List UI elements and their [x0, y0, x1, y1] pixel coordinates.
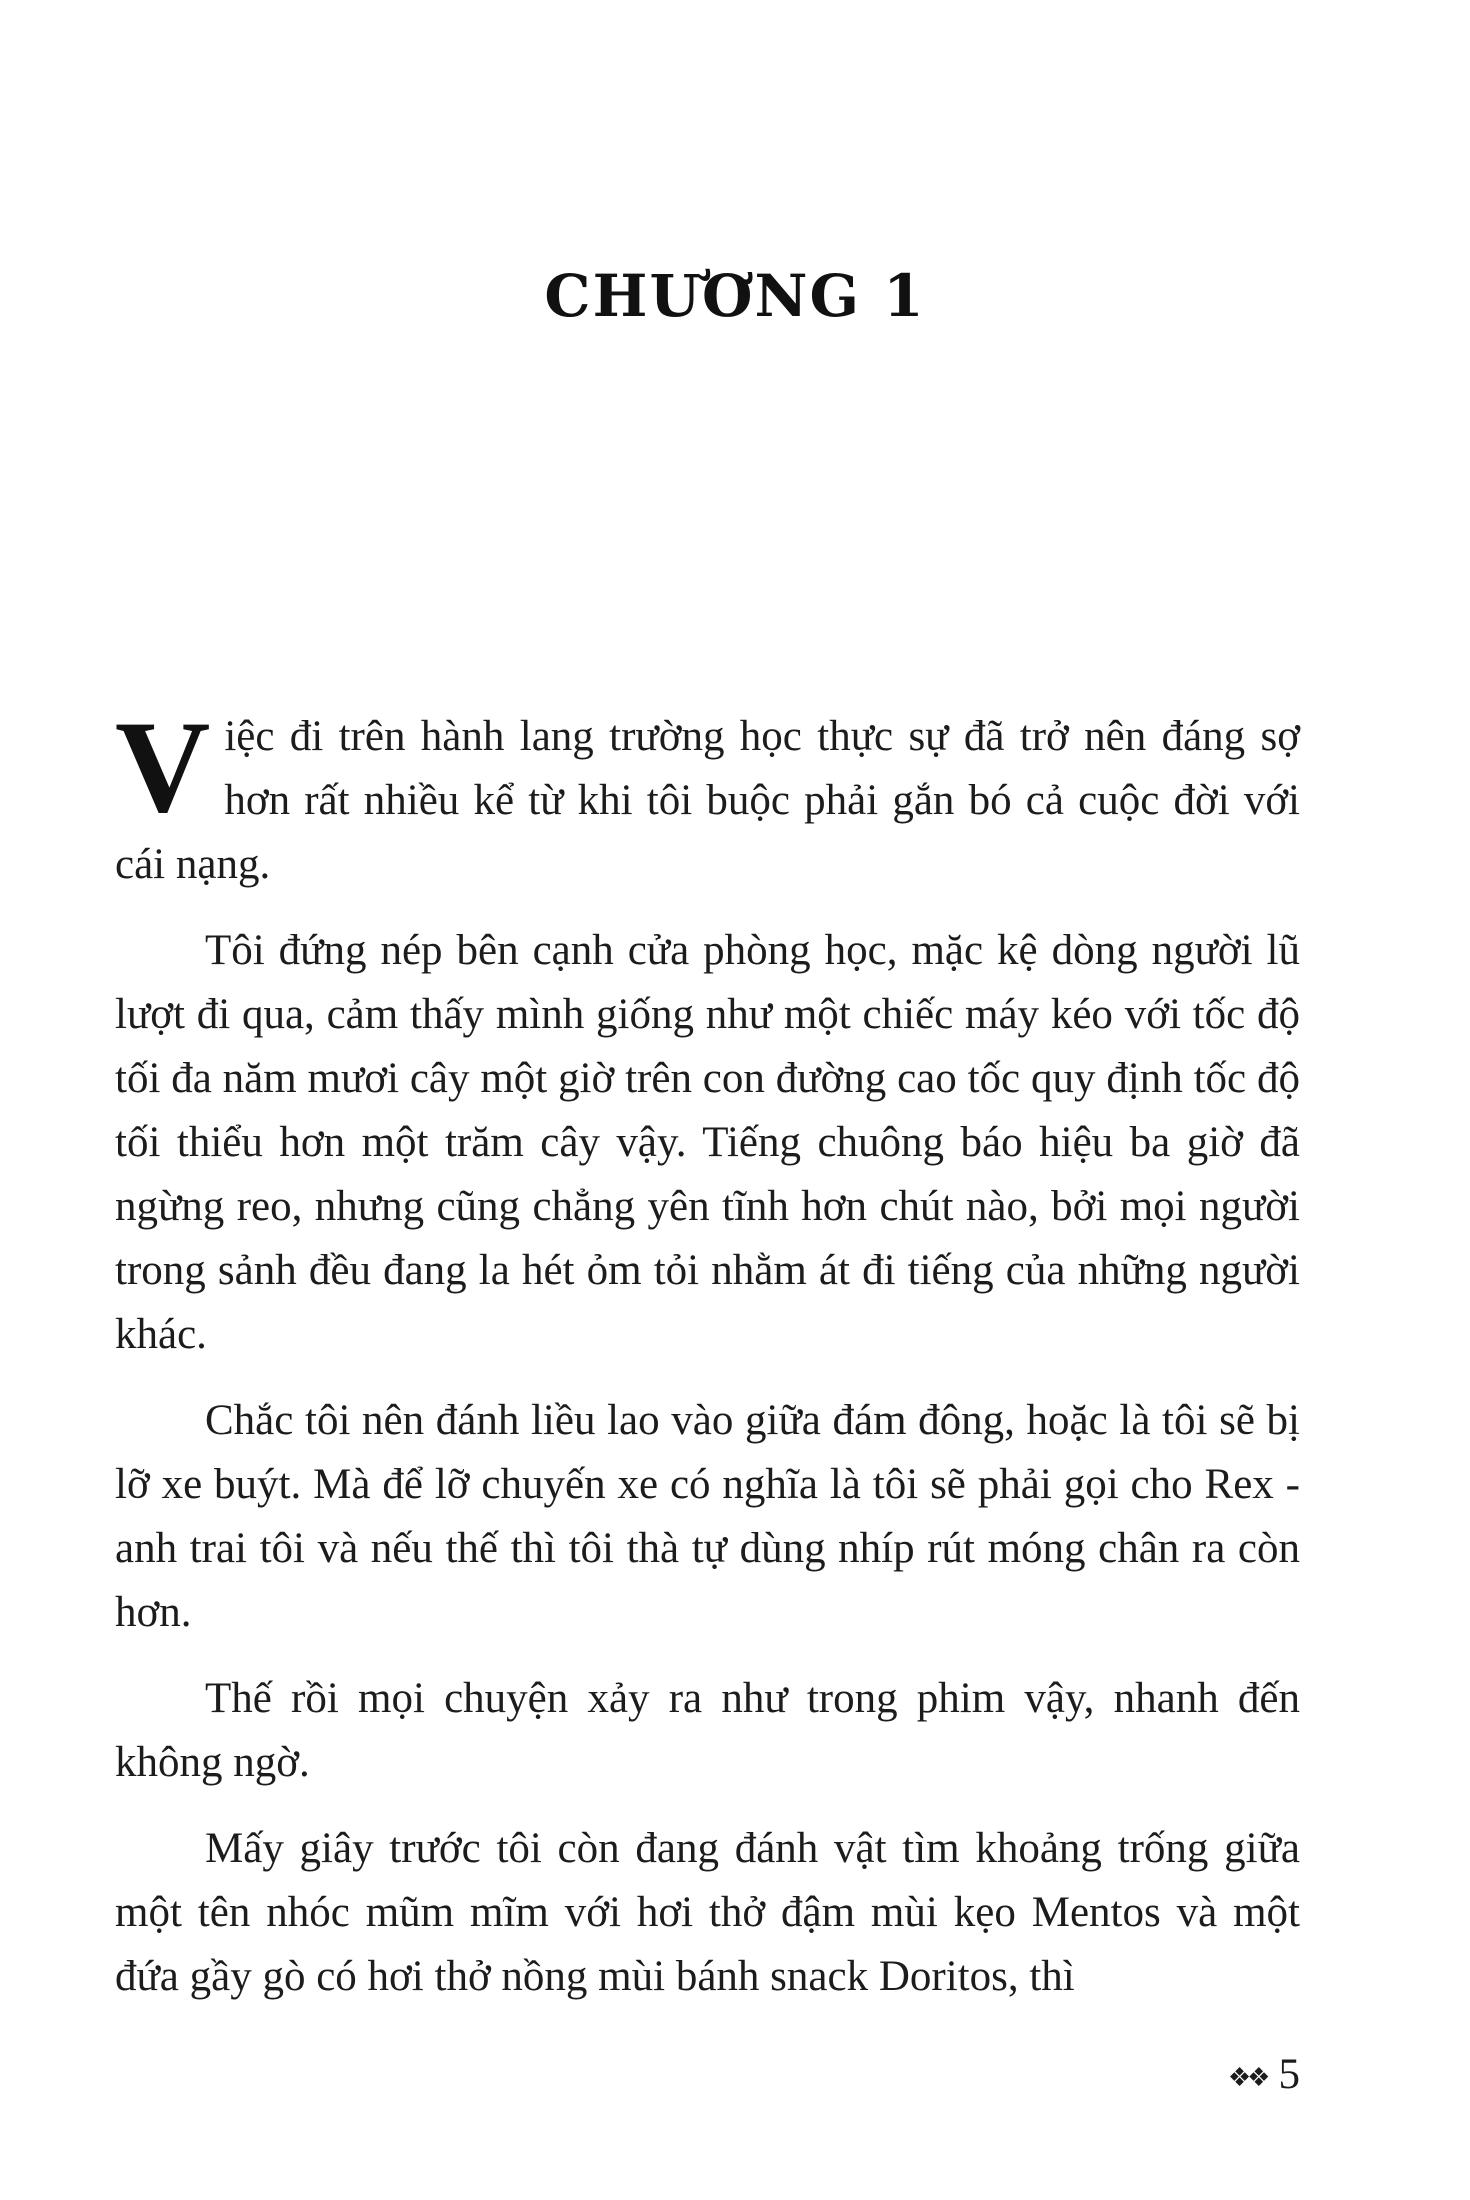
paragraph-1	[115, 693, 1300, 897]
chapter-title: CHƯƠNG 1	[544, 262, 926, 330]
paragraph-4: Thế rồi mọi chuyện xảy ra như trong phim vậy, nhanh đến không ngờ.	[115, 1675, 1300, 1786]
drop-cap: V	[115, 693, 211, 840]
page-footer	[1228, 2050, 1300, 2099]
paragraph-2: Tôi đứng nép bên cạnh cửa phòng học, mặc kệ dòng người lũ lượt đi qua, cảm thấy mình giống như một chiếc máy kéo với tốc độ tối đa năm mươi cây một giờ trên con đường cao tốc quy định tốc độ tối thiểu hơn một trăm cây vậy. Tiếng chuông báo hiệu ba giờ đã ngừng reo, nhưng cũng chẳng yên tĩnh hơn chút nào, bởi mọi người trong sảnh đều đang la hét ỏm tỏi nhằm át đi tiếng của những người khác.	[115, 927, 1300, 1358]
chapter-body	[115, 693, 1300, 2031]
ornament-icon: ❖❖	[1227, 2063, 1267, 2093]
paragraph-5: Mấy giây trước tôi còn đang đánh vật tìm khoảng trống giữa một tên nhóc mũm mĩm với hơi thở đậm mùi kẹo Mentos và một đứa gầy gò có hơi thở nồng mùi bánh snack Doritos, thì	[115, 1825, 1300, 2000]
paragraph-3: Chắc tôi nên đánh liều lao vào giữa đám đông, hoặc là tôi sẽ bị lỡ xe buýt. Mà để lỡ chuyến xe có nghĩa là tôi sẽ phải gọi cho Rex - anh trai tôi và nếu thế thì tôi thà tự dùng nhíp rút móng chân ra còn hơn.	[115, 1397, 1300, 1636]
paragraph-1-text: iệc đi trên hành lang trường học thực sự đã trở nên đáng sợ hơn rất nhiều kể từ khi tôi buộc phải gắn bó cả cuộc đời với cái nạng.	[115, 713, 1300, 888]
page-number: 5	[1278, 2051, 1300, 2098]
